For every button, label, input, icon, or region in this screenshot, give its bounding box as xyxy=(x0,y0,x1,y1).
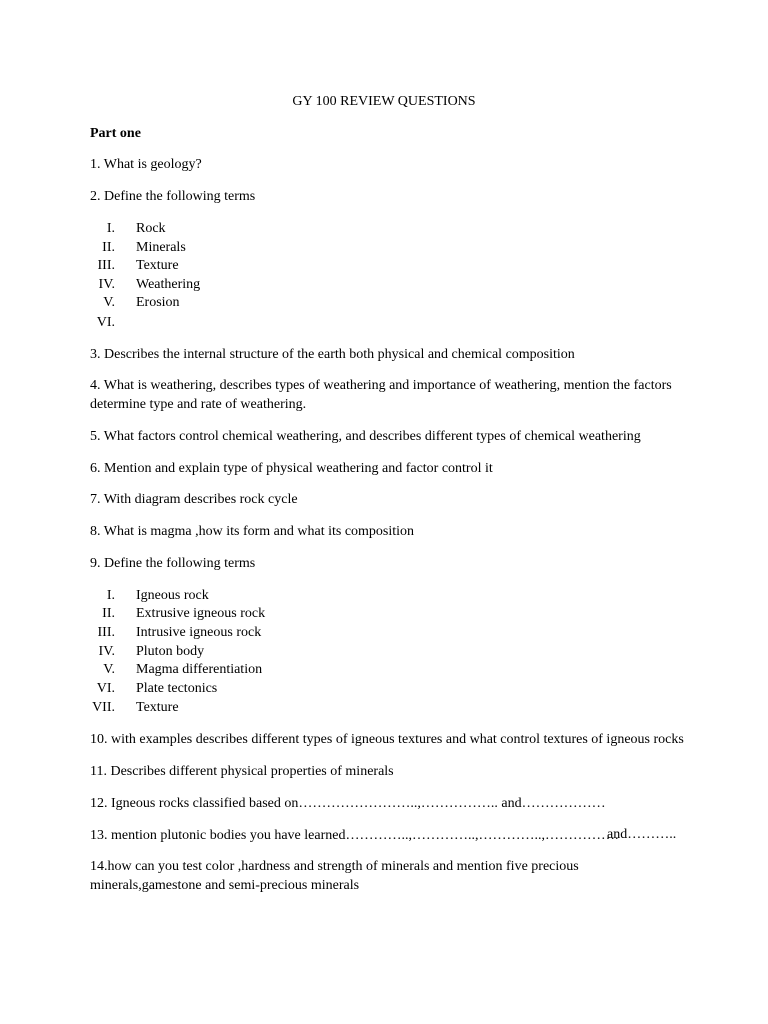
q9-term-number: V. xyxy=(103,662,115,677)
question-7: 7. With diagram describes rock cycle xyxy=(90,492,298,507)
question-8: 8. What is magma ,how its form and what its composition xyxy=(90,524,415,539)
q9-term-number: I. xyxy=(106,588,115,603)
question-4-line-2: determine type and rate of weathering. xyxy=(90,397,307,412)
question-12: 12. Igneous rocks classified based on……………………..,…………….. and……………… xyxy=(90,796,606,811)
q9-term-text: Igneous rock xyxy=(136,588,209,603)
q2-term-text: Weathering xyxy=(136,277,201,292)
q2-term-text: Rock xyxy=(136,221,166,236)
q9-term-number: VI. xyxy=(96,681,115,696)
document-title: GY 100 REVIEW QUESTIONS xyxy=(292,94,476,109)
q2-term-text: Texture xyxy=(136,258,179,273)
question-6: 6. Mention and explain type of physical weathering and factor control it xyxy=(90,461,493,476)
part-heading: Part one xyxy=(90,126,141,141)
q2-term-number: VI. xyxy=(96,315,115,330)
q2-term-text: Erosion xyxy=(136,295,180,310)
question-3: 3. Describes the internal structure of the earth both physical and chemical composition xyxy=(90,347,575,362)
q9-term-text: Texture xyxy=(136,700,179,715)
q2-term-text: Minerals xyxy=(136,240,186,255)
q9-term-number: IV. xyxy=(98,644,115,659)
question-4-line-1: 4. What is weathering, describes types of weathering and importance of weathering, mention the factors xyxy=(90,378,672,393)
q9-term-number: II. xyxy=(102,606,115,621)
q2-term-number: III. xyxy=(97,258,115,273)
question-13: 13. mention plutonic bodies you have learned…………..,…………..,…………..,……………. xyxy=(90,828,619,843)
q9-term-text: Extrusive igneous rock xyxy=(136,606,266,621)
q9-term-text: Magma differentiation xyxy=(136,662,263,677)
q2-term-number: V. xyxy=(103,295,115,310)
q9-term-number: III. xyxy=(97,625,115,640)
q2-term-number: I. xyxy=(106,221,115,236)
q2-term-number: IV. xyxy=(98,277,115,292)
q9-term-text: Intrusive igneous rock xyxy=(136,625,262,640)
question-10: 10. with examples describes different types of igneous textures and what control textures of igneous rocks xyxy=(90,732,684,747)
question-2: 2. Define the following terms xyxy=(90,189,256,204)
question-9: 9. Define the following terms xyxy=(90,556,256,571)
question-1: 1. What is geology? xyxy=(90,157,202,172)
question-13-tail: and……….. xyxy=(607,827,677,842)
question-14-line-2: minerals,gamestone and semi-precious minerals xyxy=(90,878,360,893)
question-5: 5. What factors control chemical weathering, and describes different types of chemical weathering xyxy=(90,429,641,444)
q2-term-number: II. xyxy=(102,240,115,255)
question-14-line-1: 14.how can you test color ,hardness and strength of minerals and mention five precious xyxy=(90,859,579,874)
question-11: 11. Describes different physical properties of minerals xyxy=(90,764,394,779)
q9-term-text: Pluton body xyxy=(136,644,205,659)
q9-term-number: VII. xyxy=(92,700,115,715)
q9-term-text: Plate tectonics xyxy=(136,681,218,696)
